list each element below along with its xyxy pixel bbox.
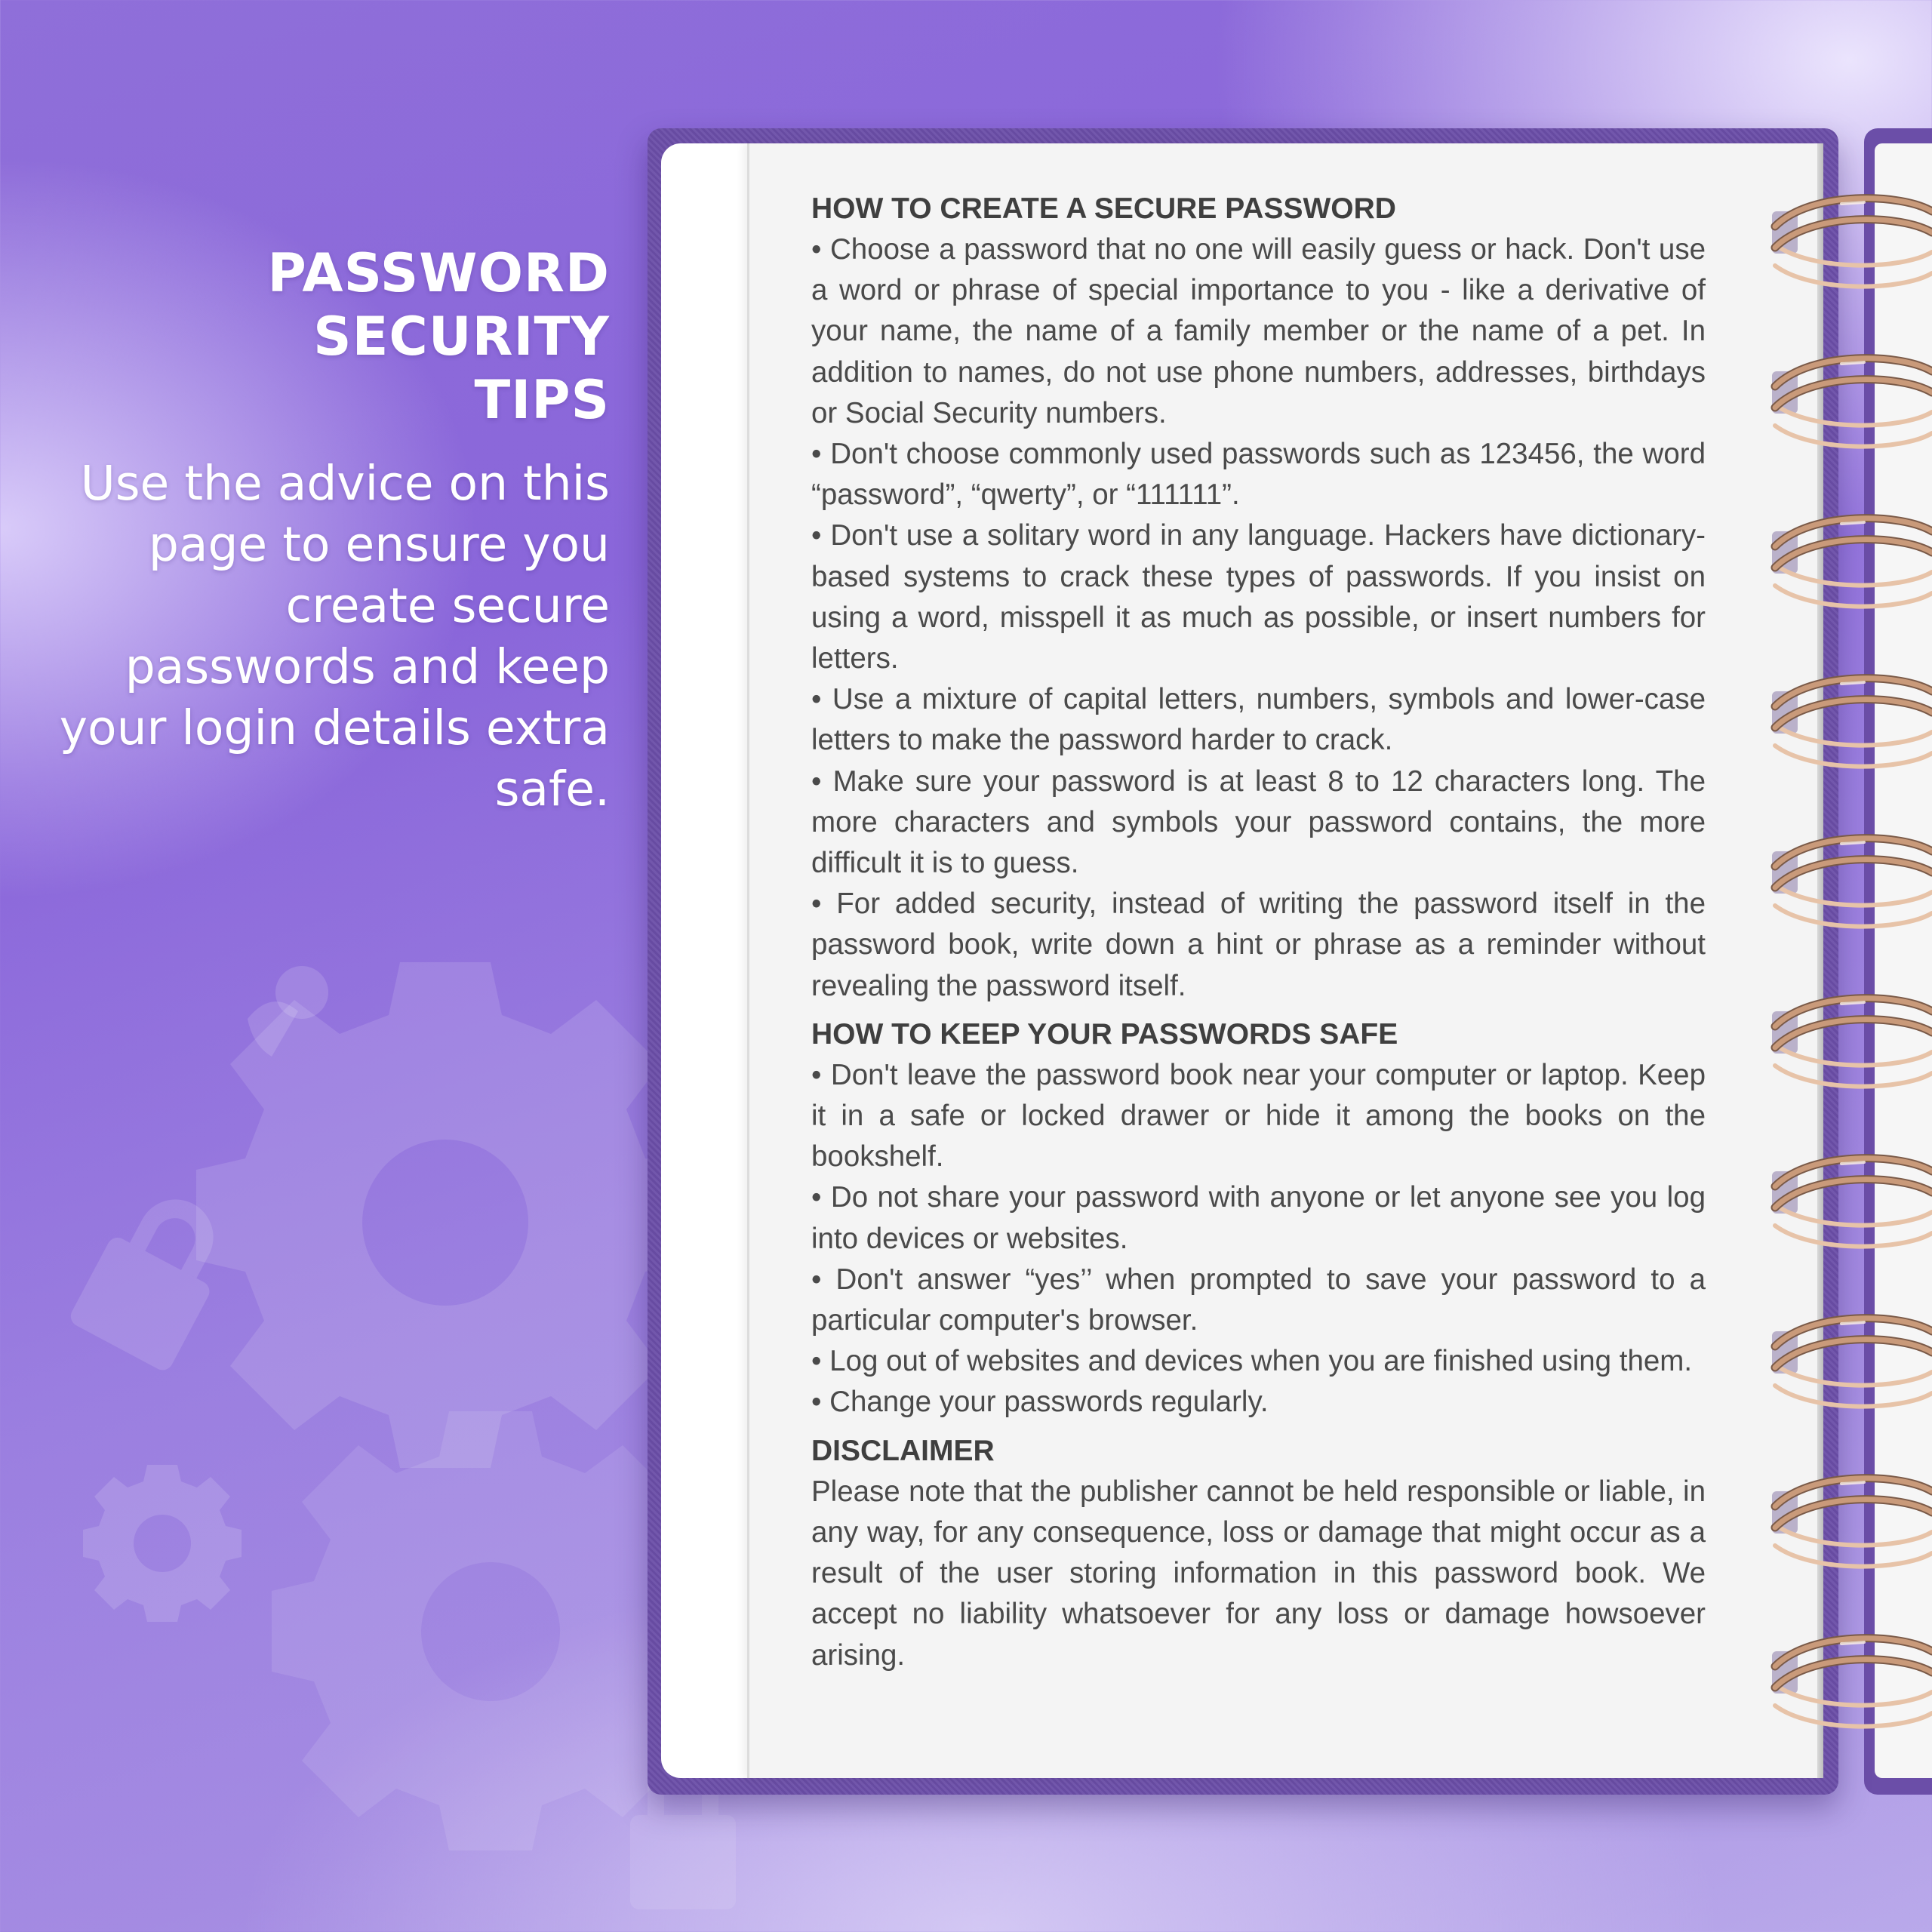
page-edge: [1817, 143, 1823, 1778]
section-heading: DISCLAIMER: [811, 1434, 995, 1467]
tip-paragraph: • Don't leave the password book near your computer or laptop. Keep it in a safe or locked drawer or hide it among the books on the bookshelf.: [811, 1058, 1706, 1174]
promo-title: [30, 242, 610, 432]
tip-paragraph: • Use a mixture of capital letters, numbers, symbols and lower-case letters to make the password harder to crack.: [811, 683, 1706, 757]
section-heading: HOW TO KEEP YOUR PASSWORDS SAFE: [811, 1017, 1398, 1051]
tip-paragraph: • Log out of websites and devices when you are finished using them.: [811, 1345, 1693, 1378]
promo-title-line: TIPS: [474, 369, 610, 431]
tip-paragraph: • Change your passwords regularly.: [811, 1386, 1269, 1419]
tip-paragraph: • Do not share your password with anyone or let anyone see you log into devices or websites.: [811, 1181, 1706, 1255]
promo-title-line: SECURITY: [313, 306, 610, 368]
gear-icon: [272, 1411, 709, 1850]
next-notebook-page: [1875, 143, 1932, 1778]
gear-icon: [83, 1465, 242, 1622]
promo-description: Use the advice on this page to ensure you create secure passwords and keep your login details extra safe.: [59, 456, 610, 817]
section-heading: HOW TO CREATE A SECURE PASSWORD: [811, 192, 1396, 225]
tip-paragraph: • Don't answer “yes’’ when prompted to save your password to a particular computer's browser.: [811, 1263, 1706, 1337]
tip-paragraph: • Don't use a solitary word in any language. Hackers have dictionary-based systems to crack these types of passwords. If you insist on using a word, misspell it as much as possible, or insert numbers for letters.: [811, 519, 1706, 675]
tip-paragraph: • Choose a password that no one will easily guess or hack. Don't use a word or phrase of special importance to you - like a derivative of your name, the name of a family member or the name of a pet. In addition to names, do not use phone numbers, addresses, birthdays or Social Security numbers.: [811, 233, 1706, 429]
tip-paragraph: • Make sure your password is at least 8 to 12 characters long. The more characters and symbols your password contains, the more difficult it is to guess.: [811, 764, 1706, 880]
disclaimer-paragraph: Please note that the publisher cannot be held responsible or liable, in any way, for any consequence, loss or damage that might occur as a result of the user storing information in this password book. We accept no liability whatsoever for any loss or damage howsoever arising.: [811, 1475, 1706, 1672]
promo-title-line: PASSWORD: [267, 242, 610, 304]
tip-paragraph: • Don't choose commonly used passwords such as 123456, the word “password”, “qwerty”, or “111111”.: [811, 438, 1706, 512]
page-content: [811, 189, 1706, 1676]
tip-paragraph: • For added security, instead of writing the password itself in the password book, write down a hint or phrase as a reminder without revealing the password itself.: [811, 888, 1706, 1002]
